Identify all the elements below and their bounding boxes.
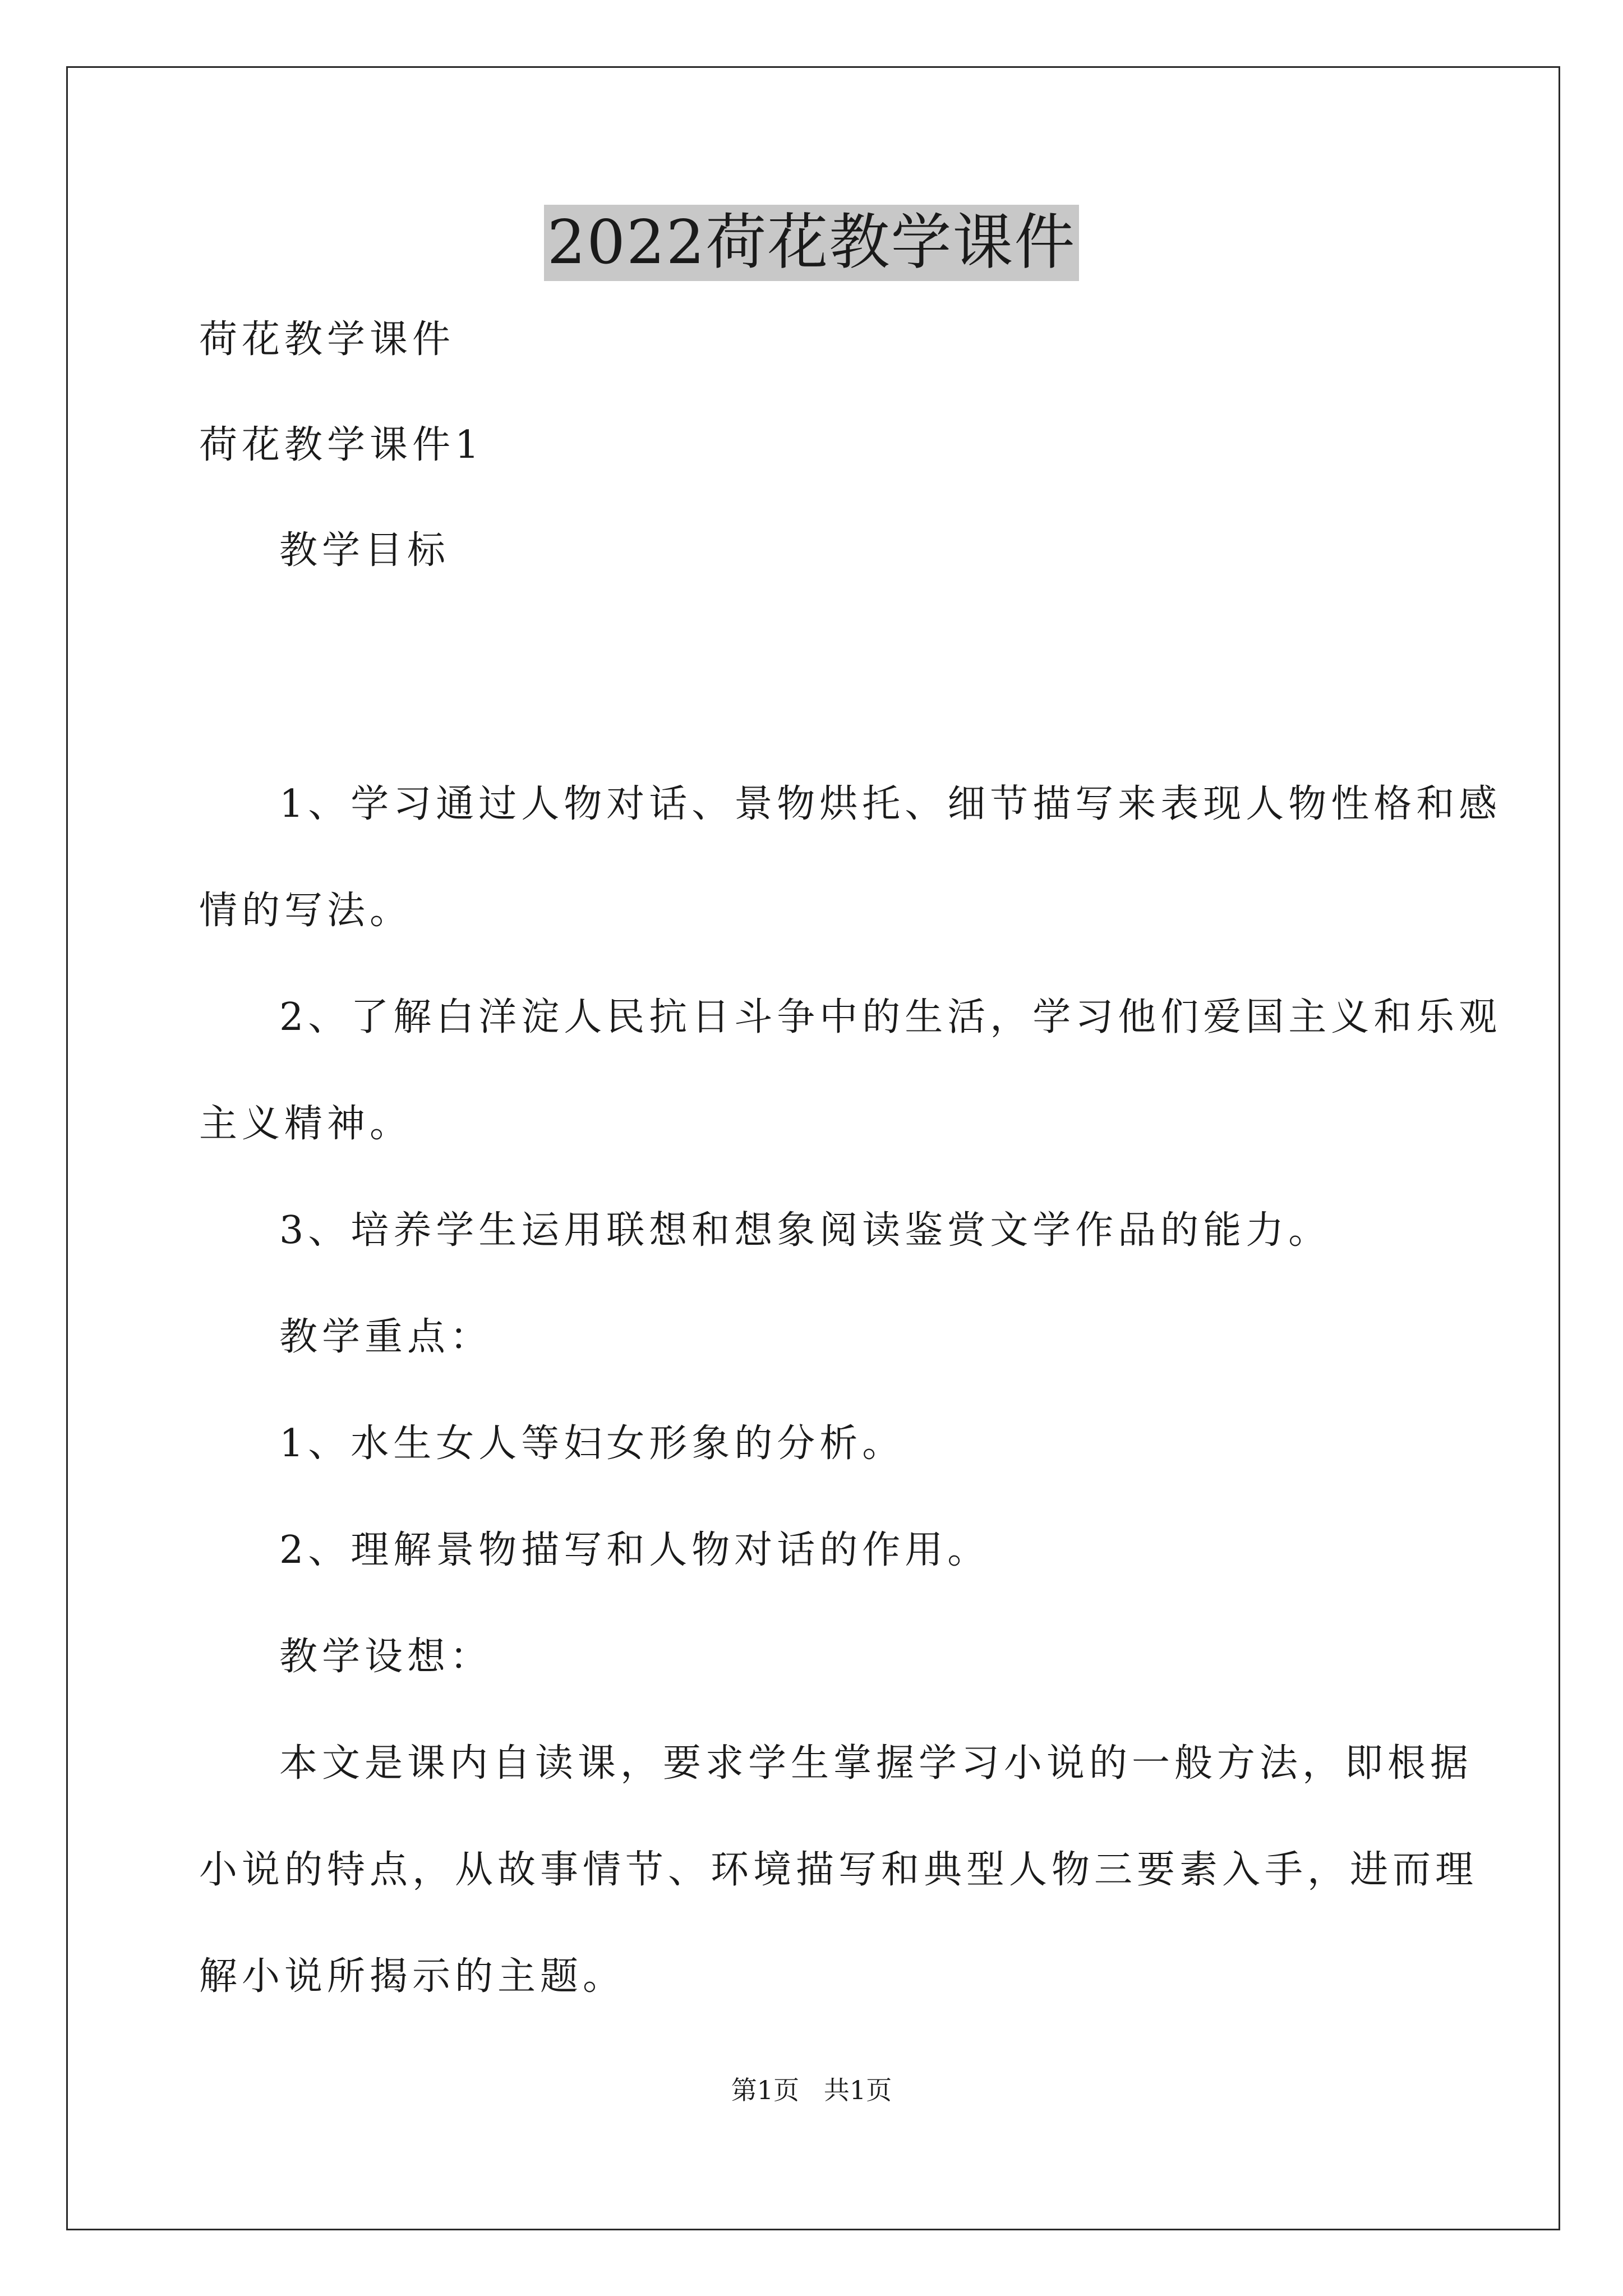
- page-border: [66, 66, 1560, 2230]
- title-container: [0, 205, 1623, 281]
- objective-1-line-2: 情的写法。: [199, 889, 413, 933]
- heading-line: 荷花教学课件: [199, 318, 455, 362]
- section-heading-key-points: 教学重点：: [279, 1315, 493, 1359]
- section-heading-plan: 教学设想：: [279, 1635, 493, 1679]
- objective-2-line-2: 主义精神。: [199, 1102, 413, 1146]
- subheading-line: 荷花教学课件1: [199, 423, 484, 467]
- objective-1-line-1: 1、学习通过人物对话、景物烘托、细节描写来表现人物性格和感: [279, 782, 1502, 826]
- key-point-1: 1、水生女人等妇女形象的分析。: [279, 1421, 905, 1466]
- plan-line-2: 小说的特点，从故事情节、环境描写和典型人物三要素入手，进而理: [199, 1848, 1478, 1892]
- section-heading-objectives: 教学目标: [279, 528, 450, 573]
- document-title: 2022荷花教学课件: [544, 205, 1080, 281]
- key-point-2: 2、理解景物描写和人物对话的作用。: [279, 1528, 990, 1572]
- objective-3: 3、培养学生运用联想和想象阅读鉴赏文学作品的能力。: [279, 1208, 1331, 1253]
- plan-line-1: 本文是课内自读课，要求学生掌握学习小说的一般方法，即根据: [279, 1741, 1473, 1786]
- page-footer: 第1页 共1页: [731, 2075, 892, 2105]
- objective-2-line-1: 2、了解白洋淀人民抗日斗争中的生活，学习他们爱国主义和乐观: [279, 995, 1502, 1039]
- plan-line-3: 解小说所揭示的主题。: [199, 1954, 626, 1999]
